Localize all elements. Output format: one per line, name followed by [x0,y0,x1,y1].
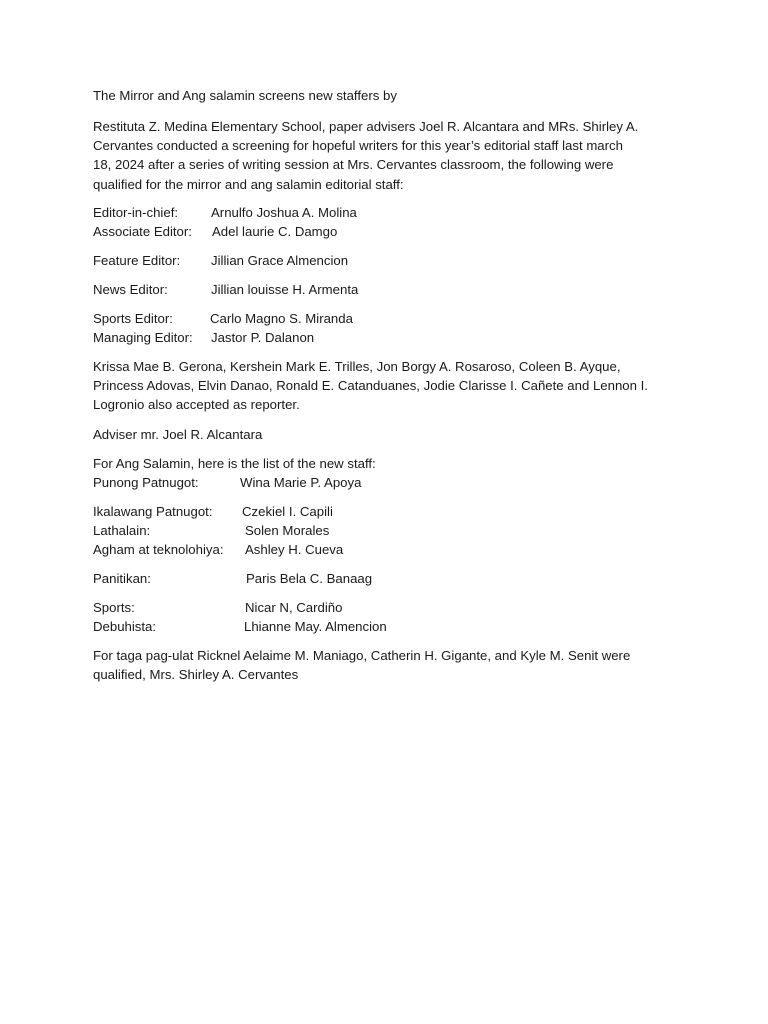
staff-row [93,309,683,328]
staff-row [93,328,683,347]
staff-role-label: Lathalain: [93,523,151,538]
staff-role-label: Feature Editor: [93,253,181,268]
staff-role-label: Agham at teknolohiya: [93,542,224,557]
staff-member-name: Nicar N, Cardiño [245,600,343,615]
staff-role-label: Sports Editor: [93,311,173,326]
staff-role-label: Managing Editor: [93,330,193,345]
staff-row [93,617,683,636]
staff-row [93,569,683,588]
staff-member-name: Jastor P. Dalanon [211,330,315,345]
reporters-line: Logronio also accepted as reporter. [93,397,300,413]
salamin-intro-line: For Ang Salamin, here is the list of the new staff: [93,456,376,471]
closing-line: For taga pag-ulat Ricknel Aelaime M. Maniago, Catherin H. Gigante, and Kyle M. Senit were [93,648,631,663]
staff-role-label: Punong Patnugot: [93,475,199,490]
staff-role-label: Editor-in-chief: [93,205,179,220]
staff-member-name: Carlo Magno S. Miranda [210,311,353,326]
staff-role-label: Sports: [93,600,135,615]
staff-row [93,521,683,540]
reporters-line: Krissa Mae B. Gerona, Kershein Mark E. Trilles, Jon Borgy A. Rosaroso, Coleen B. Ayque, [93,359,621,374]
staff-member-name: Ashley H. Cueva [245,542,344,557]
staff-row [93,203,683,222]
closing-line: qualified, Mrs. Shirley A. Cervantes [93,667,299,683]
intro-line: 18, 2024 after a series of writing session at Mrs. Cervantes classroom, the following were [93,157,614,173]
intro-line: qualified for the mirror and ang salamin editorial staff: [93,176,404,192]
intro-paragraph [93,117,638,194]
staff-row [93,598,683,617]
staff-member-name: Wina Marie P. Apoya [240,475,362,490]
staff-member-name: Adel laurie C. Damgo [212,224,338,239]
staff-member-name: Jillian Grace Almencion [211,253,349,268]
staff-row [93,280,683,299]
staff-member-name: Jillian louisse H. Armenta [211,282,359,297]
staff-row [93,222,683,241]
staff-role-label: Ikalawang Patnugot: [93,504,213,519]
staff-member-name: Czekiel I. Capili [242,504,333,519]
staff-role-label: Panitikan: [93,571,151,586]
closing-paragraph [93,646,630,684]
staff-member-name: Lhianne May. Almencion [244,619,387,634]
document-title-line: The Mirror and Ang salamin screens new staffers by [93,88,397,103]
staff-role-label: News Editor: [93,282,168,297]
intro-line: Restituta Z. Medina Elementary School, paper advisers Joel R. Alcantara and MRs. Shirley A. [93,119,639,134]
staff-role-label: Associate Editor: [93,224,192,239]
intro-line: Cervantes conducted a screening for hopeful writers for this year’s editorial staff last march [93,138,623,154]
staff-role-label: Debuhista: [93,619,157,634]
staff-member-name: Solen Morales [245,523,330,538]
staff-row [93,473,683,492]
staff-member-name: Paris Bela C. Banaag [246,571,373,586]
staff-row [93,540,683,559]
staff-row [93,502,683,521]
adviser-line: Adviser mr. Joel R. Alcantara [93,427,263,442]
reporters-line: Princess Adovas, Elvin Danao, Ronald E. Catanduanes, Jodie Clarisse I. Cañete and Lennon I. [93,378,648,394]
staff-member-name: Arnulfo Joshua A. Molina [211,205,357,220]
reporters-paragraph [93,357,648,415]
staff-row [93,251,683,270]
